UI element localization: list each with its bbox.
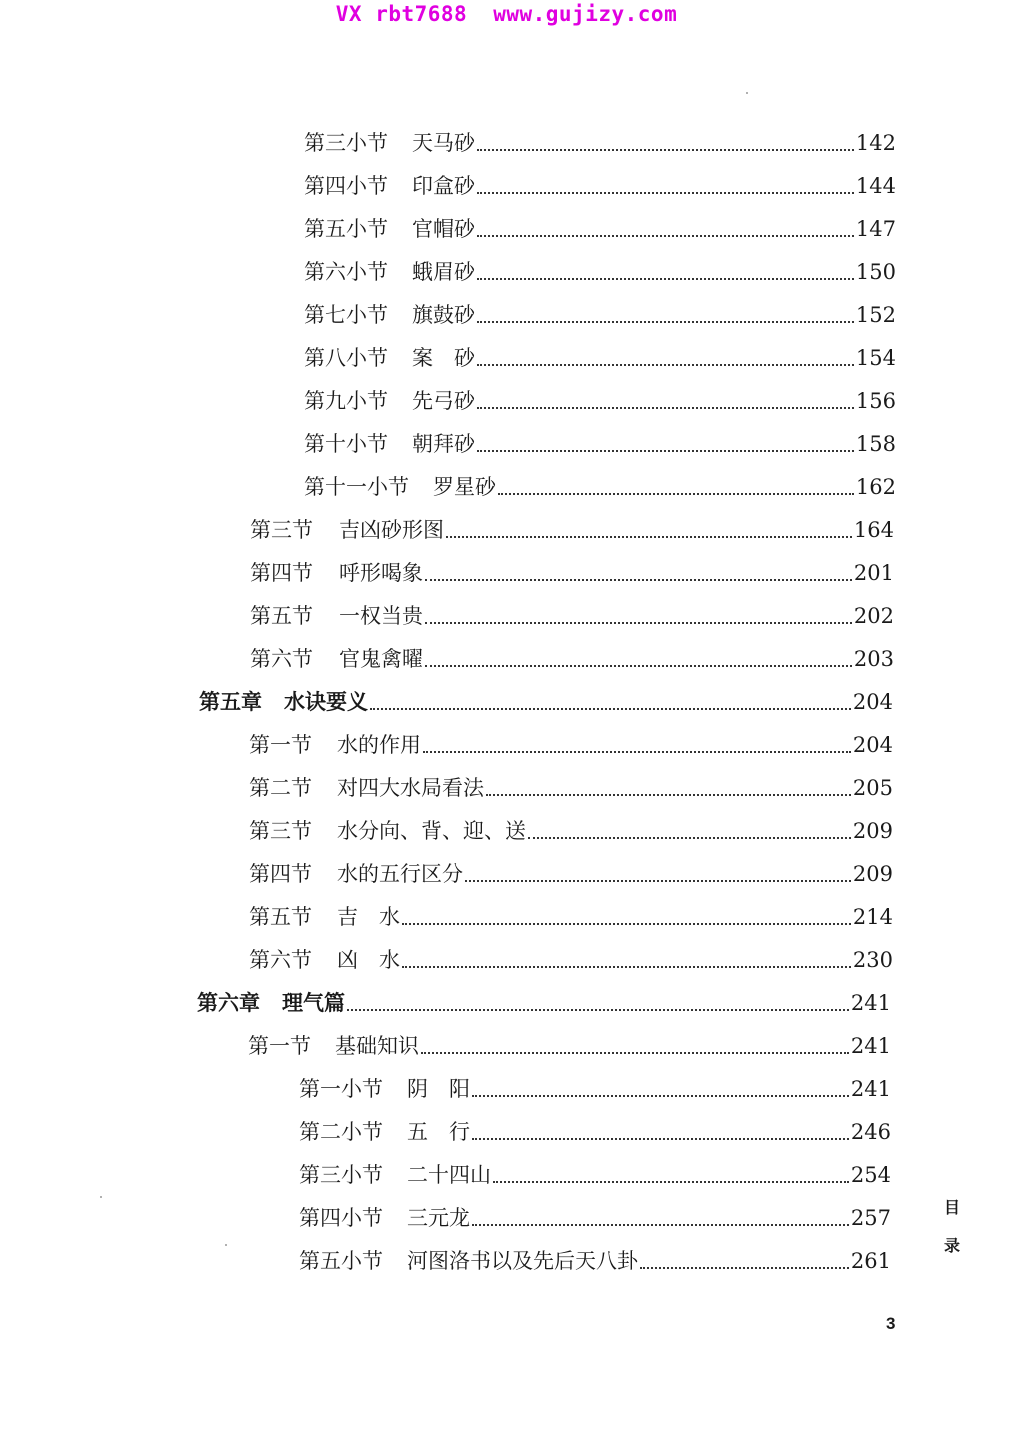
toc-entry-title: 官鬼禽曜 bbox=[339, 647, 423, 671]
toc-entry-page: 158 bbox=[855, 432, 896, 456]
toc-entry-page: 257 bbox=[850, 1206, 891, 1230]
dot-leader bbox=[477, 407, 854, 409]
toc-entry-page: 241 bbox=[850, 1034, 891, 1058]
dot-leader bbox=[370, 708, 851, 710]
watermark bbox=[0, 2, 1013, 26]
toc-entry-label: 第五章 bbox=[199, 689, 262, 714]
toc-entry[interactable] bbox=[304, 214, 896, 244]
toc-entry-page: 254 bbox=[850, 1163, 891, 1187]
toc-entry[interactable] bbox=[299, 1203, 891, 1233]
dot-leader bbox=[477, 321, 854, 323]
toc-entry-label: 第五小节 bbox=[299, 1249, 383, 1273]
toc-entry-page: 154 bbox=[855, 346, 896, 370]
toc-entry[interactable] bbox=[249, 816, 893, 846]
toc-entry-label: 第一小节 bbox=[299, 1077, 383, 1101]
toc-entry-title: 朝拜砂 bbox=[412, 432, 475, 456]
toc-entry-page: 144 bbox=[855, 174, 896, 198]
toc-entry[interactable] bbox=[249, 945, 893, 975]
toc-entry[interactable] bbox=[299, 1246, 891, 1276]
toc-entry[interactable] bbox=[304, 171, 896, 201]
toc-entry[interactable] bbox=[250, 644, 894, 674]
toc-entry[interactable] bbox=[304, 343, 896, 373]
toc-entry[interactable] bbox=[304, 128, 896, 158]
toc-entry-label: 第五小节 bbox=[304, 217, 388, 241]
toc-entry-page: 209 bbox=[852, 862, 893, 886]
dot-leader bbox=[423, 751, 851, 753]
toc-entry-label: 第二节 bbox=[249, 776, 312, 800]
toc-entry-page: 205 bbox=[852, 776, 893, 800]
toc-entry[interactable] bbox=[248, 1031, 891, 1061]
toc-entry[interactable] bbox=[304, 472, 896, 502]
toc-entry-page: 261 bbox=[850, 1249, 891, 1273]
dot-leader bbox=[486, 794, 851, 796]
toc-entry-label: 第二小节 bbox=[299, 1120, 383, 1144]
toc-entry-page: 204 bbox=[852, 733, 893, 757]
toc-entry[interactable] bbox=[249, 902, 893, 932]
page-number: 3 bbox=[886, 1314, 896, 1333]
toc-entry-label: 第三节 bbox=[249, 819, 312, 843]
dot-leader bbox=[477, 149, 854, 151]
dot-leader bbox=[493, 1181, 849, 1183]
toc-entry[interactable] bbox=[249, 859, 893, 889]
toc-entry-label: 第七小节 bbox=[304, 303, 388, 327]
dot-leader bbox=[425, 579, 852, 581]
toc-entry-page: 202 bbox=[853, 604, 894, 628]
toc-entry-label: 第十一小节 bbox=[304, 475, 409, 499]
toc-entry-title: 凶 水 bbox=[337, 948, 400, 972]
toc-entry-label: 第五节 bbox=[250, 604, 313, 628]
toc-entry[interactable] bbox=[299, 1117, 891, 1147]
toc-entry-title: 天马砂 bbox=[412, 131, 475, 155]
watermark-wechat: VX rbt7688 bbox=[335, 2, 468, 26]
toc-entry-label: 第六章 bbox=[197, 990, 260, 1015]
toc-entry[interactable] bbox=[250, 558, 894, 588]
toc-entry-page: 203 bbox=[853, 647, 894, 671]
toc-entry-title: 对四大水局看法 bbox=[337, 776, 484, 800]
toc-entry-title: 官帽砂 bbox=[412, 217, 475, 241]
toc-entry-page: 152 bbox=[855, 303, 896, 327]
toc-entry-label: 第三小节 bbox=[299, 1163, 383, 1187]
toc-entry-title: 罗星砂 bbox=[433, 475, 496, 499]
toc-entry-title: 水的作用 bbox=[337, 733, 421, 757]
toc-entry-label: 第六节 bbox=[250, 647, 313, 671]
toc-entry-label: 第四节 bbox=[250, 561, 313, 585]
dot-leader bbox=[402, 966, 851, 968]
toc-entry-page: 241 bbox=[850, 991, 891, 1015]
toc-entry-page: 142 bbox=[855, 131, 896, 155]
toc-entry-title: 二十四山 bbox=[407, 1163, 491, 1187]
toc-entry-label: 第六节 bbox=[249, 948, 312, 972]
toc-entry-label: 第一节 bbox=[248, 1034, 311, 1058]
toc-entry-label: 第十小节 bbox=[304, 432, 388, 456]
toc-entry-label: 第三小节 bbox=[304, 131, 388, 155]
toc-entry-page: 204 bbox=[852, 690, 893, 714]
toc-entry-title: 先弓砂 bbox=[412, 389, 475, 413]
toc-entry-title: 吉 水 bbox=[337, 905, 400, 929]
toc-entry-page: 147 bbox=[855, 217, 896, 241]
toc-entry[interactable] bbox=[249, 730, 893, 760]
dot-leader bbox=[477, 450, 854, 452]
dot-leader bbox=[425, 665, 852, 667]
scan-speck bbox=[746, 92, 748, 94]
toc-entry-title: 水分向、背、迎、送 bbox=[337, 819, 526, 843]
toc-entry-page: 156 bbox=[855, 389, 896, 413]
dot-leader bbox=[425, 622, 852, 624]
toc-entry-title: 呼形喝象 bbox=[339, 561, 423, 585]
toc-entry[interactable] bbox=[299, 1074, 891, 1104]
toc-entry-title: 旗鼓砂 bbox=[412, 303, 475, 327]
toc-entry-label: 第四节 bbox=[249, 862, 312, 886]
toc-entry-title: 蛾眉砂 bbox=[412, 260, 475, 284]
toc-entry-title: 河图洛书以及先后天八卦 bbox=[407, 1249, 638, 1273]
dot-leader bbox=[477, 235, 854, 237]
toc-entry-label: 第四小节 bbox=[299, 1206, 383, 1230]
toc-entry-title: 五 行 bbox=[407, 1120, 470, 1144]
dot-leader bbox=[472, 1224, 849, 1226]
toc-entry[interactable] bbox=[304, 257, 896, 287]
dot-leader bbox=[421, 1052, 849, 1054]
toc-entry-title: 水的五行区分 bbox=[337, 862, 463, 886]
dot-leader bbox=[477, 278, 854, 280]
toc-entry-page: 241 bbox=[850, 1077, 891, 1101]
toc-entry-page: 150 bbox=[855, 260, 896, 284]
toc-entry[interactable] bbox=[304, 429, 896, 459]
toc-entry[interactable] bbox=[250, 601, 894, 631]
toc-entry-title: 三元龙 bbox=[407, 1206, 470, 1230]
toc-entry-label: 第四小节 bbox=[304, 174, 388, 198]
toc-entry-title: 基础知识 bbox=[335, 1034, 419, 1058]
toc-entry-title: 案 砂 bbox=[412, 346, 475, 370]
dot-leader bbox=[446, 536, 852, 538]
side-label-mu: 目 bbox=[944, 1198, 961, 1217]
toc-entry-title: 水诀要义 bbox=[284, 689, 368, 714]
dot-leader bbox=[402, 923, 851, 925]
dot-leader bbox=[472, 1095, 849, 1097]
toc-entry-title: 吉凶砂形图 bbox=[339, 518, 444, 542]
side-label-lu: 录 bbox=[944, 1236, 961, 1255]
toc-entry-page: 246 bbox=[850, 1120, 891, 1144]
toc-entry-label: 第三节 bbox=[250, 518, 313, 542]
toc-entry-label: 第九小节 bbox=[304, 389, 388, 413]
toc-entry[interactable] bbox=[250, 515, 894, 545]
dot-leader bbox=[528, 837, 851, 839]
toc-entry-title: 一权当贵 bbox=[339, 604, 423, 628]
toc-entry-label: 第六小节 bbox=[304, 260, 388, 284]
toc-entry-title: 理气篇 bbox=[282, 990, 345, 1015]
toc-entry-page: 201 bbox=[853, 561, 894, 585]
watermark-url: www.gujizy.com bbox=[493, 2, 678, 26]
toc-entry-page: 214 bbox=[852, 905, 893, 929]
toc-entry-page: 162 bbox=[855, 475, 896, 499]
dot-leader bbox=[498, 493, 854, 495]
scan-speck bbox=[100, 1196, 102, 1198]
toc-entry-page: 230 bbox=[852, 948, 893, 972]
dot-leader bbox=[640, 1267, 849, 1269]
dot-leader bbox=[347, 1009, 849, 1011]
toc-entry[interactable] bbox=[304, 386, 896, 416]
toc-entry[interactable] bbox=[304, 300, 896, 330]
toc-entry-page: 164 bbox=[853, 518, 894, 542]
dot-leader bbox=[477, 364, 854, 366]
toc-entry-title: 印盒砂 bbox=[412, 174, 475, 198]
toc-chapter-entry[interactable] bbox=[197, 988, 891, 1018]
dot-leader bbox=[465, 880, 851, 882]
dot-leader bbox=[477, 192, 854, 194]
toc-entry-label: 第一节 bbox=[249, 733, 312, 757]
toc-entry-label: 第五节 bbox=[249, 905, 312, 929]
toc-entry[interactable] bbox=[249, 773, 893, 803]
dot-leader bbox=[472, 1138, 849, 1140]
toc-entry-page: 209 bbox=[852, 819, 893, 843]
scan-speck bbox=[225, 1244, 227, 1246]
toc-chapter-entry[interactable] bbox=[199, 687, 893, 717]
toc-entry-title: 阴 阳 bbox=[407, 1077, 470, 1101]
toc-entry-label: 第八小节 bbox=[304, 346, 388, 370]
toc-entry[interactable] bbox=[299, 1160, 891, 1190]
